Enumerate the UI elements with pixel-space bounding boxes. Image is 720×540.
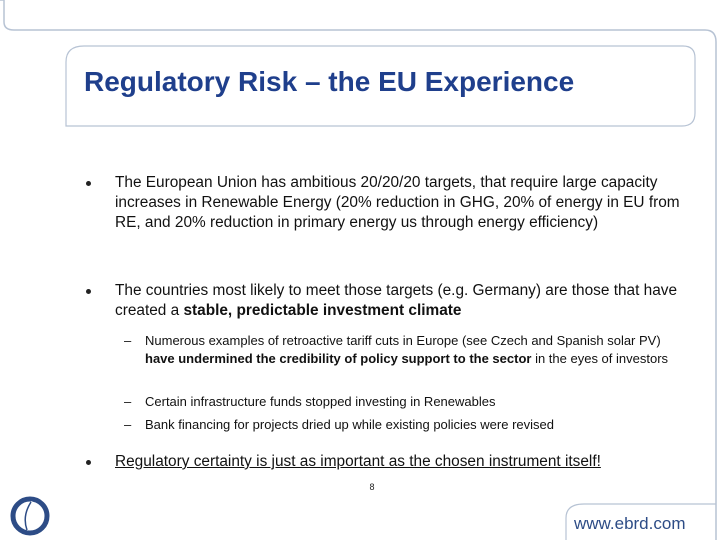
bullet-dot (86, 460, 91, 465)
sub-bullet-text: Certain infrastructure funds stopped investing in Renewables (145, 394, 496, 409)
bullet-dot (86, 181, 91, 186)
sub-bullet-dash: – (124, 333, 132, 348)
bullet-text: The countries most likely to meet those targets (e.g. Germany) are those that have created a stable, predictable investment climate (115, 282, 678, 319)
footer-url: www.ebrd.com (574, 514, 686, 533)
bullet-dot (86, 289, 91, 294)
sub-bullet-dash: – (124, 417, 132, 432)
sub-bullet-text: Bank financing for projects dried up while existing policies were revised (145, 417, 554, 432)
bullet-text: The European Union has ambitious 20/20/20 targets, that require large capacity increases in Renewable Energy (20% reduction in GHG, 20% of energy in EU from RE, and 20% reduction in primary energy us through energy efficiency) (115, 174, 680, 231)
page-title: Regulatory Risk – the EU Experience (84, 66, 575, 97)
sub-bullet-dash: – (124, 394, 132, 409)
bullet-emphasis: stable, predictable investment climate (183, 302, 462, 319)
sub-bullet-text: Numerous examples of retroactive tariff cuts in Europe (see Czech and Spanish solar PV) have undermined the credibility of policy support to the sector in the eyes of investors (145, 333, 669, 366)
bullet-text: Regulatory certainty is just as important as the chosen instrument itself! (115, 453, 601, 470)
ebrd-logo-icon (10, 496, 50, 536)
page-number: 8 (369, 482, 375, 492)
sub-bullet-emphasis: have undermined the credibility of policy support to the sector (145, 350, 532, 366)
